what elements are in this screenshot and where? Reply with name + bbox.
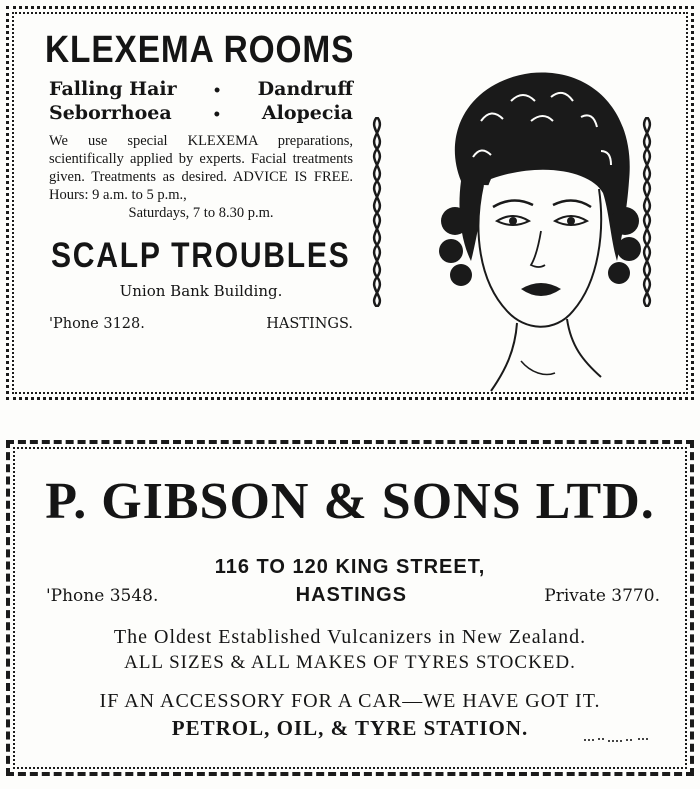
phone-number: 'Phone 3128. — [49, 316, 145, 332]
klexema-advertisement — [6, 6, 694, 400]
condition-falling-hair: Falling Hair — [49, 78, 177, 100]
slogan-oldest-vulcanizers: The Oldest Established Vulcanizers in New Zealand. — [113, 626, 587, 648]
gibson-advertisement — [6, 440, 694, 776]
klexema-footer — [49, 316, 353, 332]
gibson-title: P. GIBSON & SONS LTD. — [45, 473, 655, 530]
slogan-accessory: IF AN ACCESSORY FOR A CAR—WE HAVE GOT IT. — [99, 690, 601, 712]
contact-row — [46, 584, 660, 607]
town-name: HASTINGS — [295, 584, 407, 606]
condition-alopecia: Alopecia — [261, 102, 353, 124]
petrol-oil-tyre-station: PETROL, OIL, & TYRE STATION. — [171, 716, 529, 740]
bullet-separator: • — [212, 107, 222, 123]
street-address: 116 TO 120 KING STREET, — [214, 556, 486, 578]
slogan-tyres-stocked: ALL SIZES & ALL MAKES OF TYRES STOCKED. — [124, 652, 576, 673]
woman-portrait-illustration — [421, 61, 643, 399]
private-phone-number: Private 3770. — [544, 586, 660, 606]
bullet-separator: • — [212, 83, 222, 99]
phone-number: 'Phone 3548. — [46, 586, 159, 606]
conditions-row — [49, 102, 353, 124]
print-smudge — [582, 736, 652, 744]
conditions-row — [49, 78, 353, 100]
saturday-hours: Saturdays, 7 to 8.30 p.m. — [128, 205, 274, 221]
body-paragraph: We use special KLEXEMA preparations, scientifically applied by experts. Facial treatments given. Treatments as desired. ADVICE IS FREE. Hours: 9 a.m. to 5 p.m., — [49, 133, 353, 203]
condition-seborrhoea: Seborrhoea — [49, 102, 172, 124]
scalp-troubles-headline: SCALP TROUBLES — [51, 236, 351, 275]
condition-dandruff: Dandruff — [257, 78, 353, 100]
braid-ornament-icon — [365, 117, 389, 307]
town-name: HASTINGS. — [266, 316, 353, 332]
klexema-title: KLEXEMA ROOMS — [45, 29, 355, 71]
klexema-body-text — [49, 132, 353, 222]
klexema-text-column — [45, 29, 357, 332]
building-address: Union Bank Building. — [119, 282, 283, 300]
